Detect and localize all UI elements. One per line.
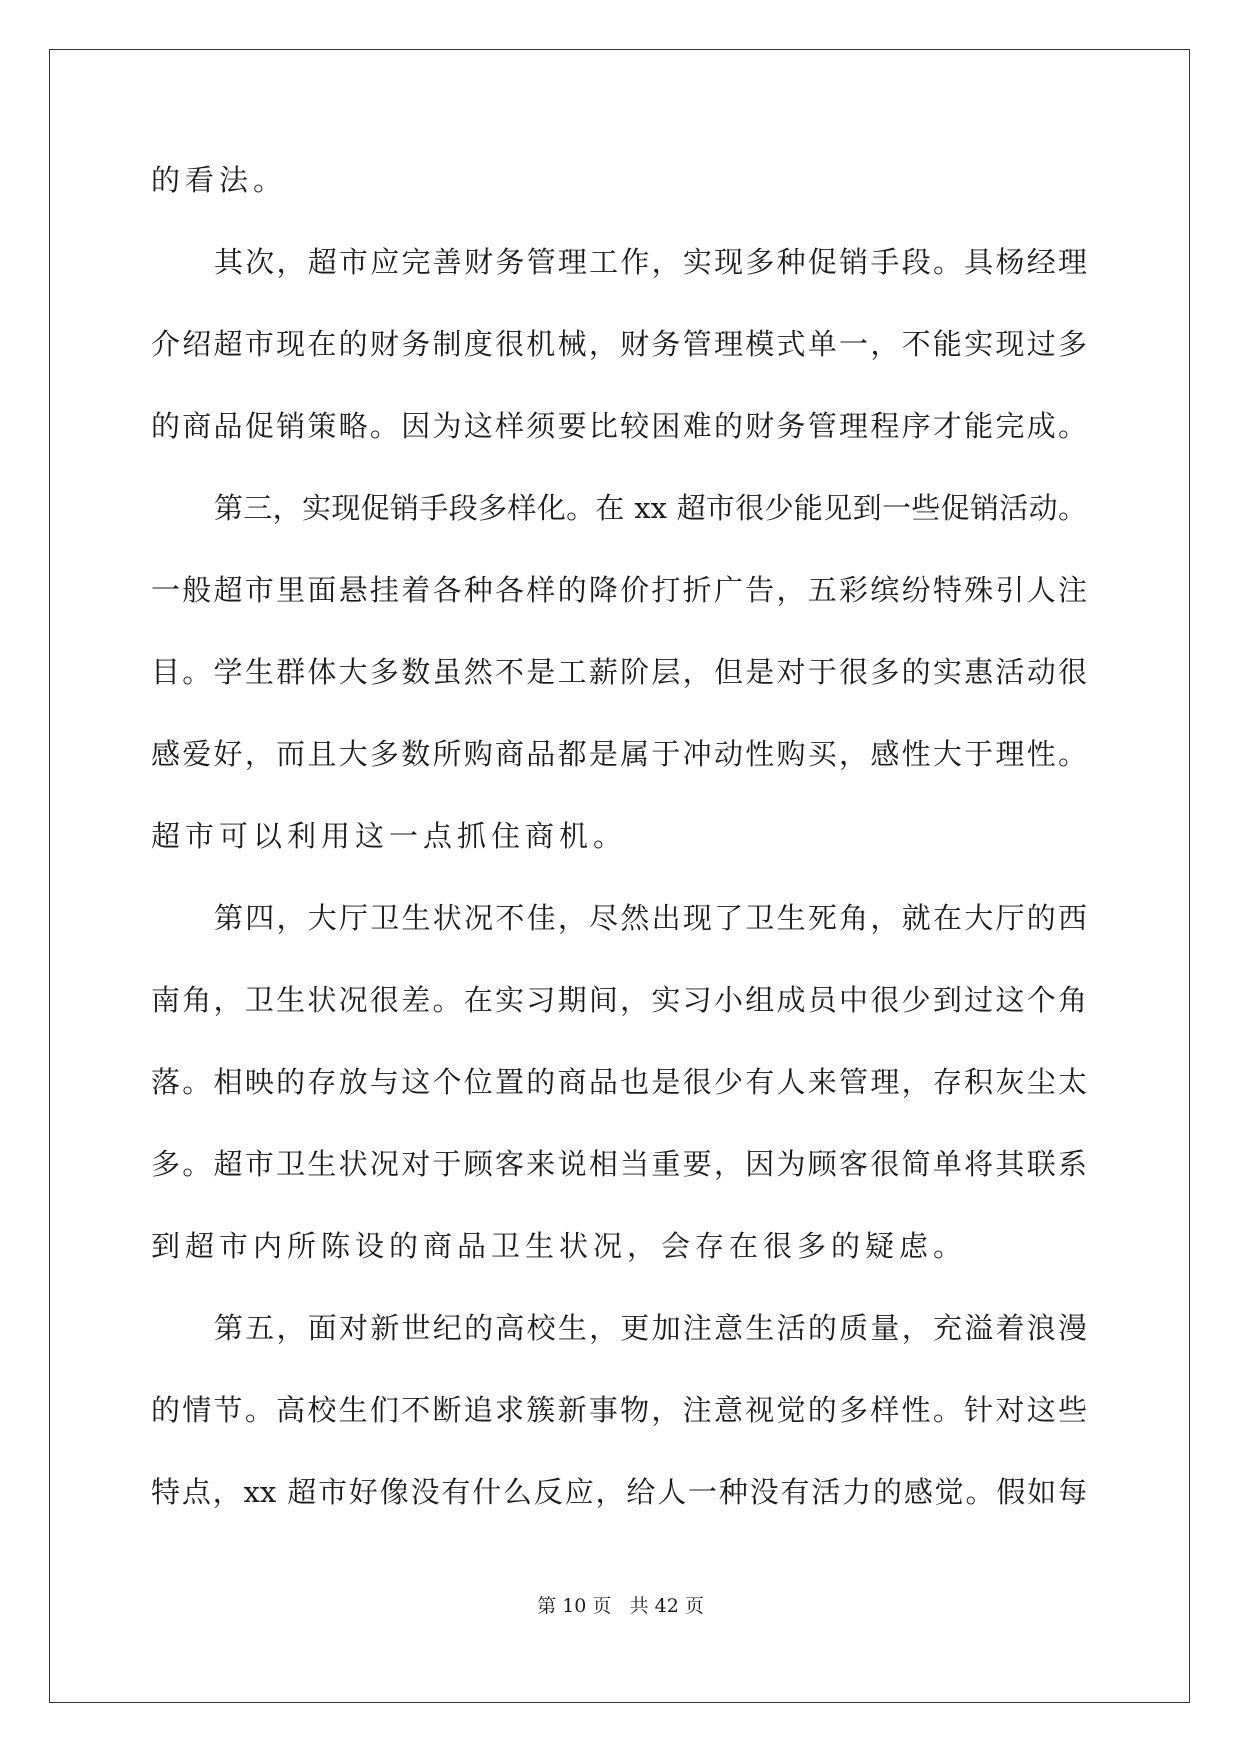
text-line: 超市可以利用这一点抓住商机。 (151, 819, 628, 853)
text-line: 感爱好，而且大多数所购商品都是属于冲动性购买，感性大于理性。 (151, 737, 1087, 771)
page-border (49, 49, 1190, 1703)
text-line: 多。超市卫生状况对于顾客来说相当重要，因为顾客很简单将其联系 (151, 1147, 1087, 1181)
text-line: 目。学生群体大多数虽然不是工薪阶层，但是对于很多的实惠活动很 (151, 655, 1087, 689)
footer-gap (611, 1595, 629, 1617)
page-footer (0, 1594, 1241, 1618)
page-number: 第 10 页 (537, 1595, 612, 1617)
text-line: 介绍超市现在的财务制度很机械，财务管理模式单一，不能实现过多 (151, 327, 1087, 361)
text-line: 一般超市里面悬挂着各种各样的降价打折广告，五彩缤纷特殊引人注 (151, 573, 1087, 607)
text-line: 的情节。高校生们不断追求簇新事物，注意视觉的多样性。针对这些 (151, 1393, 1087, 1427)
paragraph-first-line: 第五，面对新世纪的高校生，更加注意生活的质量，充溢着浪漫 (214, 1311, 1087, 1345)
page-total: 共 42 页 (629, 1595, 704, 1617)
text-line: 特点，xx 超市好像没有什么反应，给人一种没有活力的感觉。假如每 (151, 1475, 1087, 1509)
text-line: 到超市内所陈设的商品卫生状况，会存在很多的疑虑。 (151, 1229, 968, 1263)
text-line: 的看法。 (151, 163, 288, 197)
text-line: 的商品促销策略。因为这样须要比较困难的财务管理程序才能完成。 (151, 409, 1087, 443)
text-line: 南角，卫生状况很差。在实习期间，实习小组成员中很少到过这个角 (151, 983, 1087, 1017)
paragraph-first-line: 其次，超市应完善财务管理工作，实现多种促销手段。具杨经理 (214, 245, 1087, 279)
paragraph-first-line: 第三，实现促销手段多样化。在 xx 超市很少能见到一些促销活动。 (214, 491, 1087, 525)
text-line: 落。相映的存放与这个位置的商品也是很少有人来管理，存积灰尘太 (151, 1065, 1087, 1099)
paragraph-first-line: 第四，大厅卫生状况不佳，尽然出现了卫生死角，就在大厅的西 (214, 901, 1087, 935)
